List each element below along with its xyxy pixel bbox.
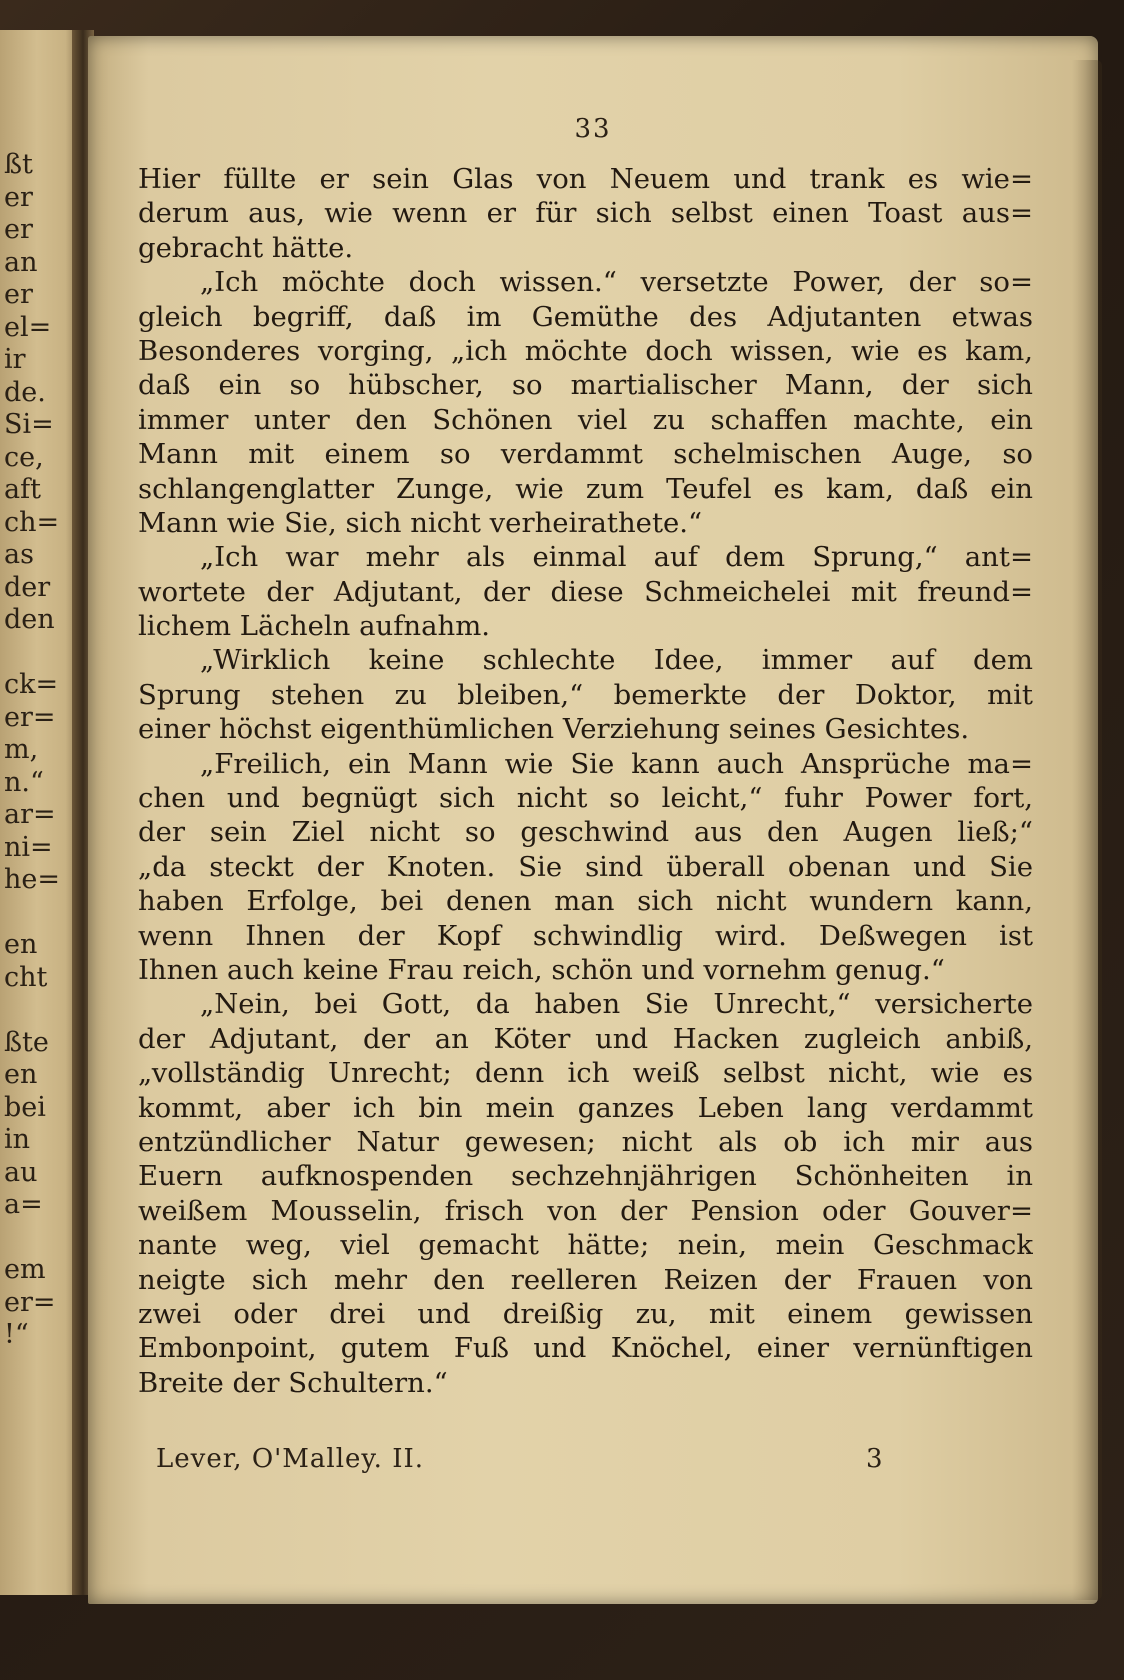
text-line: gleich begriff, daß im Gemüthe des Adjutanten etwas — [138, 300, 1033, 333]
text-line: „da steckt der Knoten. Sie sind überall obenan und Sie — [138, 850, 1033, 883]
left-page-fragment: er= — [4, 701, 56, 733]
left-page-fragment: in — [4, 1124, 31, 1155]
text-line: daß ein so hübscher, so martialischer Mann, der sich — [138, 369, 1033, 402]
text-line: wenn Ihnen der Kopf schwindlig wird. Deßwegen ist — [138, 919, 1033, 952]
text-line: „vollständig Unrecht; denn ich weiß selbst nicht, wie es — [138, 1057, 1033, 1090]
left-page-fragment: en — [4, 929, 38, 960]
left-page-fragment: au — [4, 1156, 38, 1188]
left-page-fragment: er= — [4, 1286, 56, 1318]
left-page-fragment: bei — [4, 1091, 46, 1123]
text-line: Mann mit einem so verdammt schelmischen Auge, so — [138, 438, 1033, 471]
left-page-fragment: Si= — [4, 409, 54, 440]
text-line: Besonderes vorging, „ich möchte doch wissen, wie es kam, — [138, 334, 1033, 367]
left-page-fragment: er — [4, 214, 33, 245]
left-page-fragment: cht — [4, 961, 48, 993]
text-line: derum aus, wie wenn er für sich selbst einen Toast aus= — [138, 197, 1033, 230]
left-page-fragment: ch= — [4, 506, 60, 538]
left-page-fragment: an — [4, 246, 38, 278]
text-line: nante weg, viel gemacht hätte; nein, mein Geschmack — [138, 1229, 1033, 1262]
text-line: Embonpoint, gutem Fuß und Knöchel, einer vernünftigen — [138, 1332, 1033, 1365]
text-line: zwei oder drei und dreißig zu, mit einem gewissen — [138, 1297, 1033, 1330]
left-page-fragment: ce, — [4, 441, 44, 473]
text-line: „Freilich, ein Mann wie Sie kann auch Ansprüche ma= — [200, 747, 1033, 780]
text-line: immer unter den Schönen viel zu schaffen machte, ein — [138, 403, 1033, 436]
left-page-fragment: em — [4, 1254, 46, 1285]
page-edge-shadow — [1072, 60, 1102, 1600]
text-line: Sprung stehen zu bleiben,“ bemerkte der Doktor, mit — [138, 678, 1033, 711]
left-page-fragment: n.“ — [4, 766, 44, 798]
left-page-edge — [0, 30, 82, 1595]
left-page-fragment: el= — [4, 311, 52, 343]
left-page-fragment: ir — [4, 344, 26, 375]
text-line: der sein Ziel nicht so geschwind aus den Augen ließ;“ — [138, 816, 1033, 849]
text-line: lichem Lächeln aufnahm. — [138, 610, 491, 643]
left-page-fragment: ni= — [4, 831, 53, 863]
text-line: Ihnen auch keine Frau reich, schön und vornehm genug.“ — [138, 953, 945, 986]
text-line: kommt, aber ich bin mein ganzes Leben lang verdammt — [138, 1091, 1033, 1124]
text-line: „Wirklich keine schlechte Idee, immer auf dem — [200, 644, 1033, 677]
text-line: Euern aufknospenden sechzehnjährigen Schönheiten in — [138, 1160, 1033, 1193]
page-number: 33 — [574, 114, 612, 144]
book-page — [88, 36, 1098, 1604]
left-page-fragment: !“ — [4, 1319, 29, 1350]
left-page-fragment: der — [4, 571, 51, 603]
text-line: „Nein, bei Gott, da haben Sie Unrecht,“ versicherte — [200, 988, 1033, 1021]
page-text — [138, 162, 1033, 1400]
text-line: neigte sich mehr den reelleren Reizen der Frauen von — [138, 1263, 1033, 1296]
left-page-fragment: er — [4, 181, 33, 213]
text-line: gebracht hätte. — [138, 231, 354, 264]
left-page-fragment: ßte — [4, 1026, 49, 1058]
left-page-fragment: ck= — [4, 669, 59, 700]
left-page-fragment: er — [4, 279, 33, 310]
footer-signature: Lever, O'Malley. II. — [156, 1444, 425, 1474]
text-line: schlangenglatter Zunge, wie zum Teufel es kam, daß ein — [138, 472, 1033, 505]
left-page-fragment: a= — [4, 1189, 43, 1220]
text-line: wortete der Adjutant, der diese Schmeichelei mit freund= — [138, 575, 1033, 608]
left-page-fragment: de. — [4, 376, 46, 408]
text-line: entzündlicher Natur gewesen; nicht als ob ich mir aus — [138, 1125, 1033, 1158]
text-line: chen und begnügt sich nicht so leicht,“ fuhr Power fort, — [138, 782, 1033, 815]
text-line: „Ich war mehr als einmal auf dem Sprung,“ ant= — [200, 541, 1033, 574]
left-page-fragment: den — [4, 604, 55, 635]
left-page-fragment: ar= — [4, 799, 56, 830]
left-page-fragment: he= — [4, 864, 60, 895]
text-line: Mann wie Sie, sich nicht verheirathete.“ — [138, 506, 703, 539]
text-line: weißem Mousselin, frisch von der Pension oder Gouver= — [138, 1194, 1033, 1227]
text-line: „Ich möchte doch wissen.“ versetzte Power, der so= — [200, 266, 1033, 299]
text-line: Breite der Schultern.“ — [138, 1366, 448, 1399]
left-page-fragment: aft — [4, 474, 41, 505]
text-line: Hier füllte er sein Glas von Neuem und trank es wie= — [138, 163, 1033, 195]
page-footer — [138, 1444, 1033, 1478]
text-line: einer höchst eigenthümlichen Verziehung seines Gesichtes. — [138, 713, 970, 746]
left-page-fragment: en — [4, 1059, 38, 1090]
text-line: haben Erfolge, bei denen man sich nicht wundern kann, — [138, 885, 1033, 918]
left-page-fragment: as — [4, 539, 34, 570]
footer-sheet-number: 3 — [866, 1444, 883, 1474]
left-page-fragment: ßt — [4, 149, 33, 180]
text-line: der Adjutant, der an Köter und Hacken zugleich anbiß, — [138, 1022, 1033, 1055]
left-page-fragment: m, — [4, 734, 39, 765]
